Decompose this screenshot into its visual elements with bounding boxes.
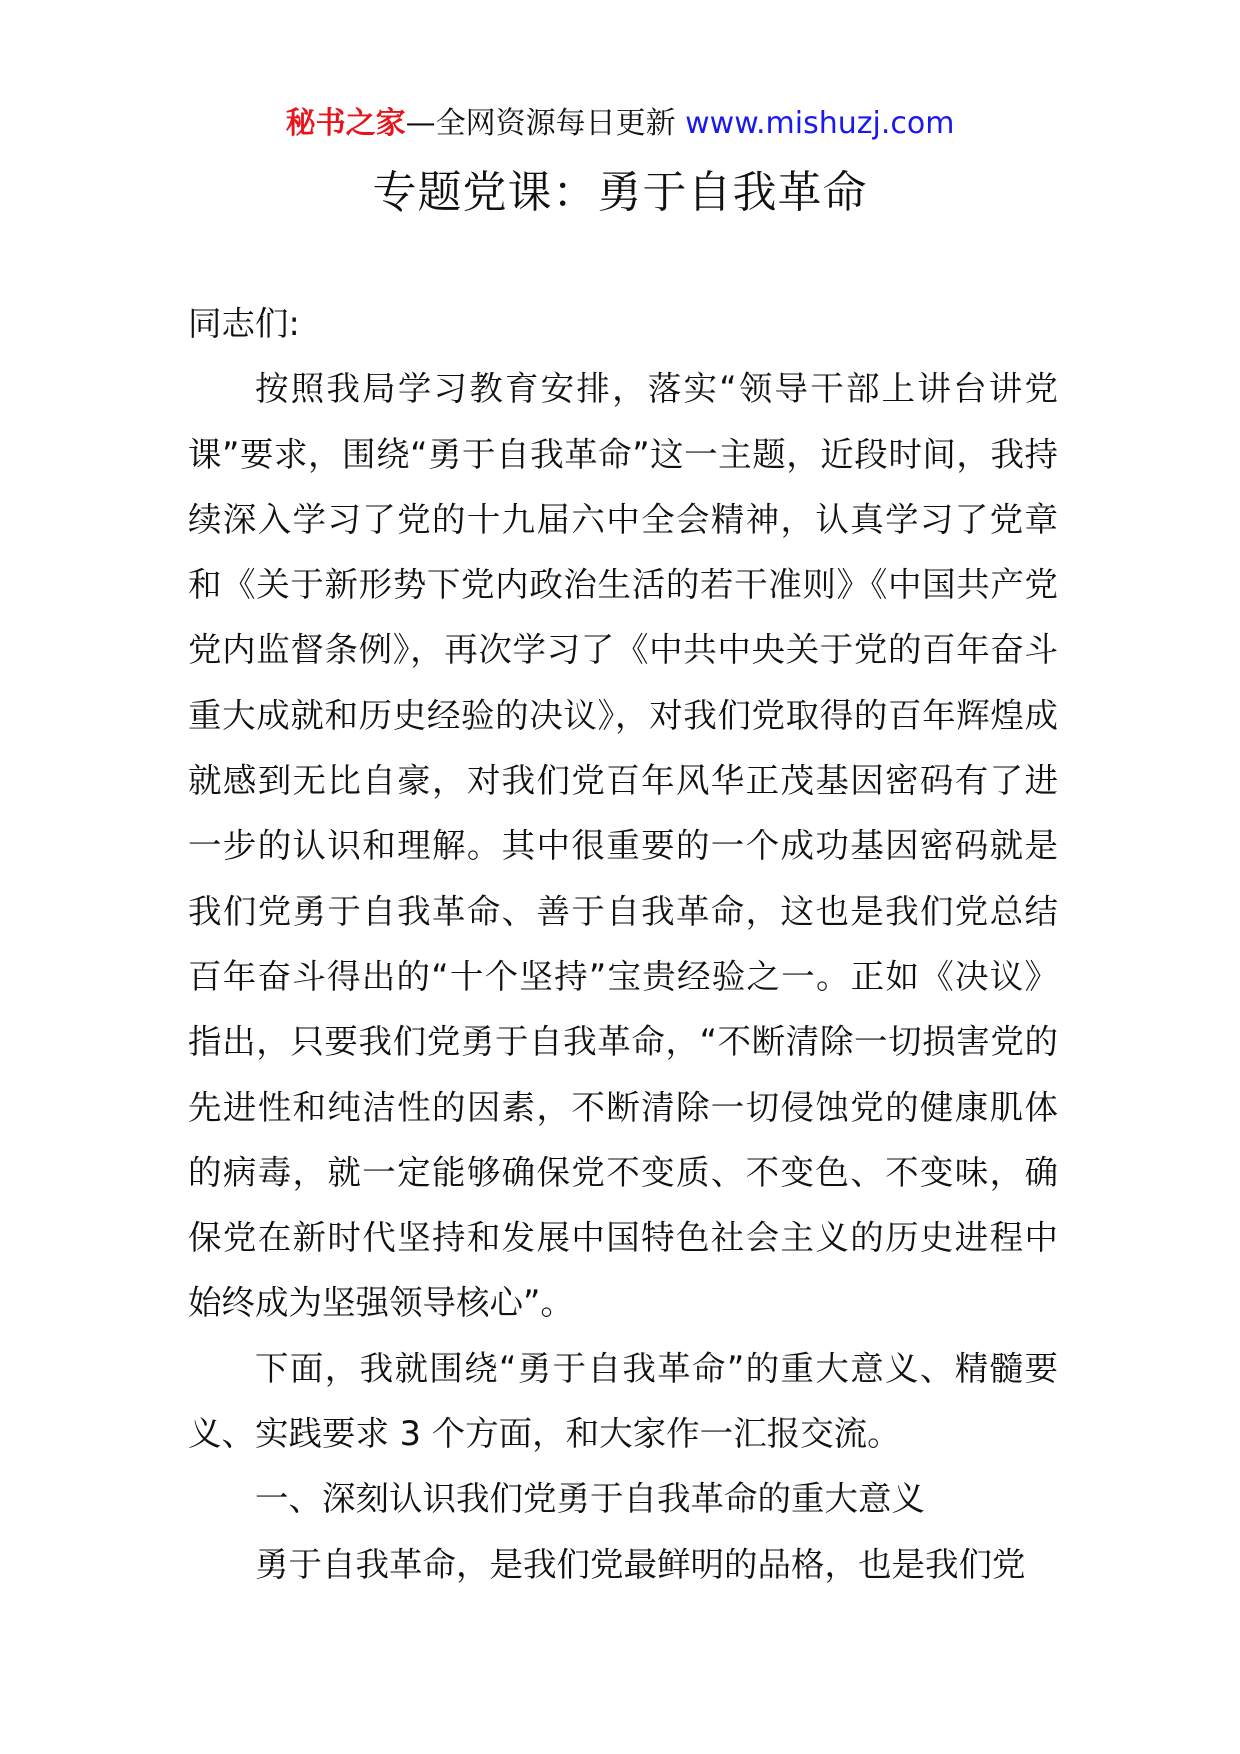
section-heading: 一、深刻认识我们党勇于自我革命的重大意义 [255, 1479, 925, 1519]
site-tagline: —全网资源每日更新 [405, 106, 676, 141]
site-url-link[interactable]: www.mishuzj.com [685, 106, 955, 141]
document-body [188, 291, 1058, 1597]
body-paragraph: 按照我局学习教育安排，落实“领导干部上讲台讲党课”要求，围绕“勇于自我革命”这一主题，近段时间，我持续深入学习了党的十九届六中全会精神，认真学习了党章和《关于新形势下党内政治生活的若干准则》《中国共产党党内监督条例》，再次学习了《中共中央关于党的百年奋斗重大成就和历史经验的决议》，对我们党取得的百年辉煌成就感到无比自豪，对我们党百年风华正茂基因密码有了进一步的认识和理解。其中很重要的一个成功基因密码就是我们党勇于自我革命、善于自我革命，这也是我们党总结百年奋斗得出的“十个坚持”宝贵经验之一。正如《决议》指出，只要我们党勇于自我革命，“不断清除一切损害党的先进性和纯洁性的因素，不断清除一切侵蚀党的健康肌体的病毒，就一定能够确保党不变质、不变色、不变味，确保党在新时代坚持和发展中国特色社会主义的历史进程中始终成为坚强领导核心”。 [188, 369, 1058, 1323]
body-paragraph: 勇于自我革命，是我们党最鲜明的品格，也是我们党 [255, 1544, 1026, 1584]
document-title: 专题党课：勇于自我革命 [372, 167, 868, 218]
site-brand: 秘书之家 [285, 106, 406, 141]
site-header [0, 100, 1240, 148]
body-paragraph: 下面，我就围绕“勇于自我革命”的重大意义、精髓要义、实践要求 3 个方面，和大家作一汇报交流。 [188, 1348, 1058, 1454]
salutation: 同志们: [188, 304, 300, 343]
